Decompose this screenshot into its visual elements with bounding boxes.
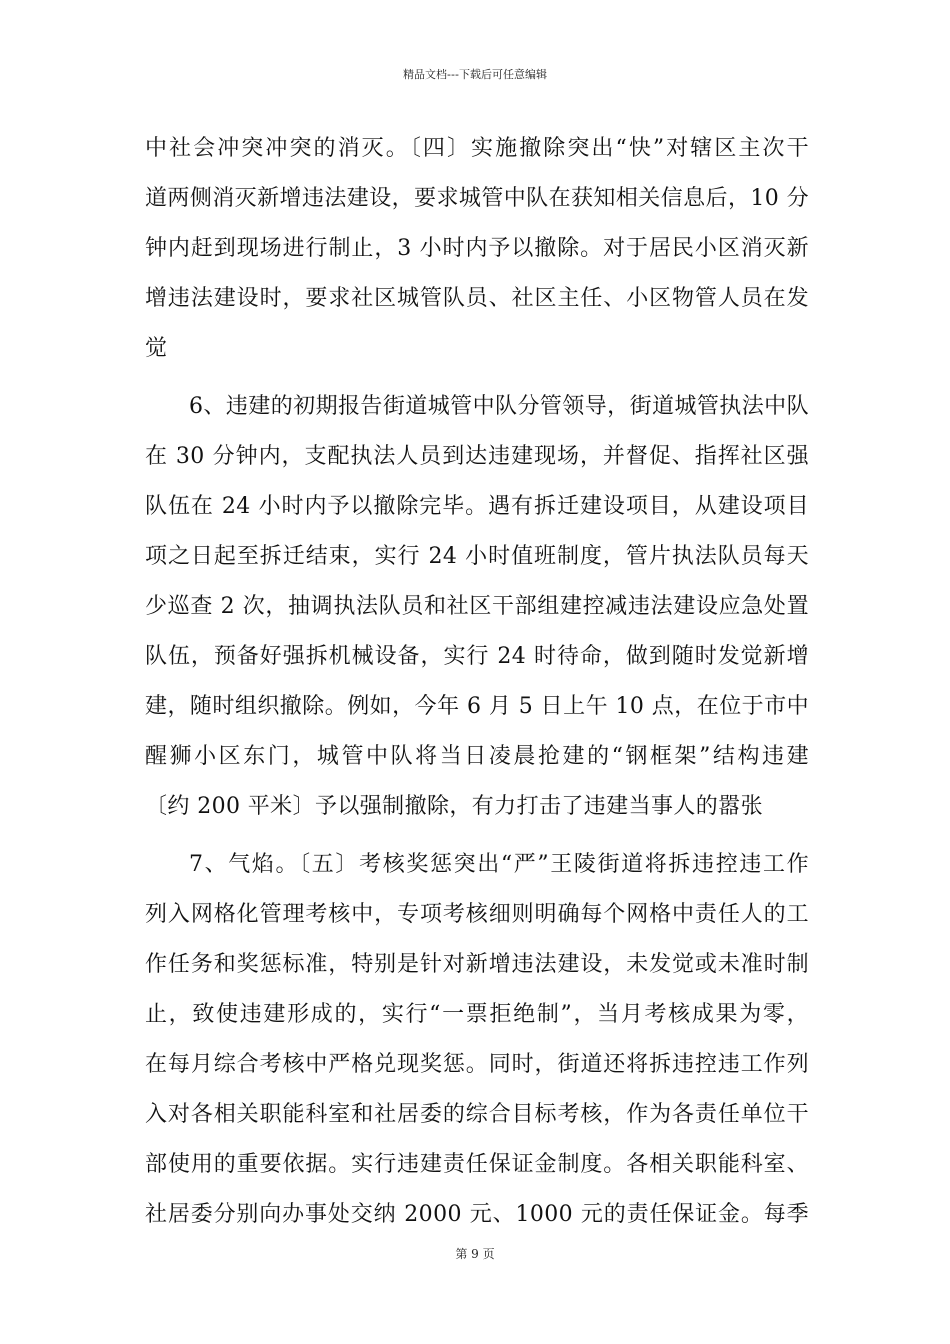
text-line: 〔约 200 平米〕予以强制撤除，有力打击了违建当事人的嚣张 — [145, 794, 763, 819]
text-line: 钟内赶到现场进行制止，3 小时内予以撤除。对于居民小区消灭新 — [145, 236, 809, 261]
text-line: 列入网格化管理考核中，专项考核细则明确每个网格中责任人的工 — [145, 902, 809, 927]
text-line: 入对各相关职能科室和社居委的综合目标考核，作为各责任单位干 — [145, 1102, 809, 1127]
text-line: 队伍，预备好强拆机械设备，实行 24 时待命，做到随时发觉新增 — [145, 644, 809, 669]
text-line: 道两侧消灭新增违法建设，要求城管中队在获知相关信息后，10 分 — [145, 186, 809, 211]
paragraph — [145, 385, 809, 835]
text-line: 作任务和奖惩标准，特别是针对新增违法建设，未发觉或未准时制 — [145, 952, 809, 977]
paragraph — [145, 843, 809, 1243]
text-line: 少巡查 2 次，抽调执法队员和社区干部组建控减违法建设应急处置 — [145, 594, 809, 619]
text-line: 7、气焰。〔五〕考核奖惩突出“严”王陵街道将拆违控违工作 — [189, 852, 809, 877]
paragraph — [145, 127, 809, 377]
text-line: 项之日起至拆迁结束，实行 24 小时值班制度，管片执法队员每天 — [145, 544, 809, 569]
text-line: 中社会冲突冲突的消灭。〔四〕实施撤除突出“快”对辖区主次干 — [145, 136, 809, 161]
text-line: 部使用的重要依据。实行违建责任保证金制度。各相关职能科室、 — [145, 1152, 809, 1177]
text-line: 醒狮小区东门，城管中队将当日凌晨抢建的“钢框架”结构违建 — [145, 744, 809, 769]
text-line: 社居委分别向办事处交纳 2000 元、1000 元的责任保证金。每季 — [145, 1202, 809, 1227]
text-line: 6、违建的初期报告街道城管中队分管领导，街道城管执法中队 — [189, 394, 809, 419]
text-line: 在 30 分钟内，支配执法人员到达违建现场，并督促、指挥社区强 — [145, 444, 809, 469]
text-line: 增违法建设时，要求社区城管队员、社区主任、小区物管人员在发 — [145, 286, 809, 311]
page-header: 精品文档---下载后可任意编辑 — [403, 68, 547, 81]
document-body — [145, 127, 809, 1243]
text-line: 在每月综合考核中严格兑现奖惩。同时，街道还将拆违控违工作列 — [145, 1052, 809, 1077]
text-line: 队伍在 24 小时内予以撤除完毕。遇有拆迁建设项目，从建设项目 — [145, 494, 809, 519]
page-number: 第 9 页 — [455, 1247, 495, 1261]
text-line: 止，致使违建形成的，实行“一票拒绝制”，当月考核成果为零， — [145, 1002, 809, 1027]
text-line: 建，随时组织撤除。例如，今年 6 月 5 日上午 10 点，在位于市中 — [145, 694, 809, 719]
text-line: 觉 — [145, 336, 168, 361]
